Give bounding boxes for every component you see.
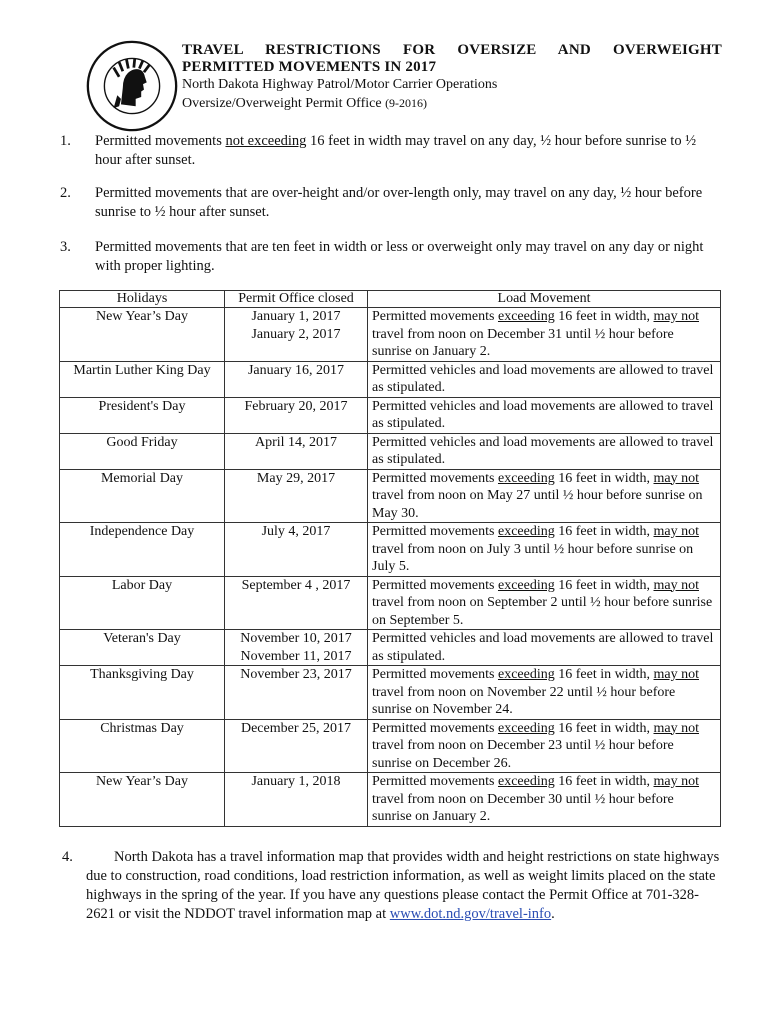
table-row bbox=[60, 630, 721, 666]
restriction-text-part: travel from noon on bbox=[372, 738, 488, 753]
office-name bbox=[182, 94, 722, 113]
office-closed-cell bbox=[225, 666, 368, 720]
holiday-cell: New Year’s Day bbox=[60, 773, 225, 827]
item-number: 4. bbox=[62, 849, 73, 865]
load-movement-cell bbox=[368, 361, 721, 397]
restriction-text-part: 16 feet in width, bbox=[554, 524, 654, 539]
office-closed-cell bbox=[225, 773, 368, 827]
item-text bbox=[95, 132, 720, 170]
restriction-text-part: 16 feet in width, bbox=[554, 309, 654, 324]
holiday-cell: President's Day bbox=[60, 397, 225, 433]
item-text-end: . bbox=[551, 906, 555, 922]
office-closed-cell bbox=[225, 523, 368, 577]
table-row bbox=[60, 719, 721, 773]
restriction-text-part: 16 feet in width, bbox=[554, 720, 654, 736]
load-movement-cell bbox=[368, 469, 721, 523]
restriction-text-part: Permitted movements bbox=[372, 309, 498, 324]
restriction-text-part: may not bbox=[653, 470, 699, 486]
item-number: 3. bbox=[60, 239, 71, 255]
office-closed-cell bbox=[225, 433, 368, 469]
restriction-text-part: travel from noon on bbox=[372, 541, 488, 557]
office-closed-cell bbox=[225, 576, 368, 630]
load-movement-cell bbox=[368, 523, 721, 577]
organization-name: North Dakota Highway Patrol/Motor Carrier Operations bbox=[182, 77, 498, 92]
item-text: Permitted movements that are ten feet in width or less or overweight only may travel on any day or night with proper lighting. bbox=[95, 239, 704, 274]
load-movement-cell bbox=[368, 666, 721, 720]
office-date: (9-2016) bbox=[385, 96, 428, 110]
restriction-text-part: may not bbox=[653, 309, 699, 324]
restriction-text-part: Permitted movements bbox=[372, 774, 498, 789]
restriction-text-part: travel from noon on bbox=[372, 791, 488, 807]
holiday-cell: New Year’s Day bbox=[60, 308, 225, 362]
restriction-text-part: travel from noon on bbox=[372, 595, 488, 610]
restriction-text-part: Permitted movements bbox=[372, 524, 498, 539]
restriction-text-part: exceeding bbox=[497, 309, 555, 324]
closed-date: November 10, 2017 bbox=[240, 631, 352, 646]
item-text-post: 16 feet in width may travel on any day, ½ hour before sunrise to ½ hour after sunset. bbox=[95, 133, 697, 168]
holiday-cell: Christmas Day bbox=[60, 719, 225, 773]
column-header-holidays: Holidays bbox=[60, 291, 225, 308]
item-text: Permitted movements that are over-height and/or over-length only, may travel on any day, ½ hour before sunrise to ½ hour after sunset. bbox=[95, 185, 703, 220]
restriction-text-part: travel from noon on bbox=[372, 684, 488, 700]
office-label: Oversize/Overweight Permit Office bbox=[182, 96, 382, 111]
restriction-text-part: may not bbox=[653, 524, 699, 539]
holiday-cell: Independence Day bbox=[60, 523, 225, 577]
table-header-row bbox=[60, 291, 721, 308]
restriction-text-part: 16 feet in width, bbox=[554, 667, 654, 682]
closed-date: January 1, 2018 bbox=[251, 774, 341, 789]
table-row bbox=[60, 433, 721, 469]
holiday-restrictions-table bbox=[59, 290, 721, 827]
load-movement-cell bbox=[368, 719, 721, 773]
restriction-text-part: exceeding bbox=[497, 470, 555, 486]
restriction-text-part: Permitted movements bbox=[372, 577, 498, 593]
holiday-cell: Martin Luther King Day bbox=[60, 361, 225, 397]
item-text-underlined: not exceeding bbox=[225, 133, 307, 149]
restriction-window: December 30 until ½ hour before sunrise on January 2. bbox=[372, 791, 674, 824]
table-row bbox=[60, 576, 721, 630]
holiday-cell: Memorial Day bbox=[60, 469, 225, 523]
office-closed-cell bbox=[225, 719, 368, 773]
closed-date: May 29, 2017 bbox=[256, 470, 336, 486]
item-text-body: North Dakota has a travel information map that provides width and height restrictions on state highways due to construction, road conditions, load restriction information, as well as weight limits placed on the state highways in the spring of the year. If you have any questions please contact the Permit Office at 701-328-2621 or visit the NDDOT travel information map at bbox=[86, 849, 720, 922]
restriction-text-part: may not bbox=[653, 774, 699, 789]
restriction-window: July 3 until ½ hour before sunrise on July 5. bbox=[372, 541, 694, 574]
restriction-text-part: travel from noon on bbox=[372, 488, 488, 503]
restriction-text-part: may not bbox=[653, 577, 699, 593]
restriction-text-part: may not bbox=[653, 667, 699, 682]
closed-date: December 25, 2017 bbox=[240, 720, 352, 736]
restriction-text-part: exceeding bbox=[497, 774, 555, 789]
movement-allowed-text: Permitted vehicles and load movements are allowed to travel as stipulated. bbox=[372, 434, 714, 467]
holiday-cell: Good Friday bbox=[60, 433, 225, 469]
movement-allowed-text: Permitted vehicles and load movements are allowed to travel as stipulated. bbox=[372, 398, 714, 431]
restriction-window: May 27 until ½ hour before sunrise on May 30. bbox=[372, 488, 703, 521]
list-item-4 bbox=[62, 848, 722, 924]
document-header bbox=[182, 42, 722, 113]
restriction-text-part: travel from noon on bbox=[372, 326, 488, 342]
list-item-1 bbox=[60, 132, 720, 170]
table-row bbox=[60, 397, 721, 433]
item-number: 1. bbox=[60, 133, 71, 149]
list-item-2 bbox=[60, 184, 720, 222]
load-movement-cell bbox=[368, 308, 721, 362]
closed-date: July 4, 2017 bbox=[261, 524, 331, 539]
table-row bbox=[60, 469, 721, 523]
restriction-text-part: exceeding bbox=[497, 667, 555, 682]
restriction-text-part: 16 feet in width, bbox=[554, 774, 654, 789]
restriction-text-part: exceeding bbox=[497, 524, 555, 539]
closed-date: February 20, 2017 bbox=[244, 398, 348, 414]
restriction-text-part: 16 feet in width, bbox=[554, 577, 654, 593]
document-title-line-1: TRAVEL RESTRICTIONS FOR OVERSIZE AND OVERWEIGHT bbox=[182, 42, 722, 58]
holiday-cell: Veteran's Day bbox=[60, 630, 225, 666]
closed-date: September 4 , 2017 bbox=[241, 577, 351, 593]
state-patrol-seal-icon bbox=[86, 40, 178, 132]
load-movement-cell bbox=[368, 433, 721, 469]
table-row bbox=[60, 523, 721, 577]
restriction-window: November 22 until ½ hour before sunrise on November 24. bbox=[372, 684, 676, 717]
office-closed-cell bbox=[225, 308, 368, 362]
restriction-text-part: exceeding bbox=[497, 577, 555, 593]
item-text-pre: Permitted movements bbox=[95, 133, 226, 149]
restriction-text-part: may not bbox=[653, 720, 699, 736]
restriction-window: December 23 until ½ hour before sunrise on December 26. bbox=[372, 738, 674, 771]
restriction-text-part: Permitted movements bbox=[372, 720, 498, 736]
restriction-text-part: exceeding bbox=[497, 720, 555, 736]
restriction-window: September 2 until ½ hour before sunrise on September 5. bbox=[372, 595, 713, 628]
column-header-load-movement: Load Movement bbox=[368, 291, 721, 308]
list-item-3 bbox=[60, 238, 720, 276]
office-closed-cell bbox=[225, 630, 368, 666]
travel-info-link[interactable]: www.dot.nd.gov/travel-info bbox=[389, 906, 552, 922]
closed-date: November 11, 2017 bbox=[240, 648, 352, 664]
item-text bbox=[86, 848, 722, 924]
item-number: 2. bbox=[60, 185, 71, 201]
table-row bbox=[60, 308, 721, 362]
load-movement-cell bbox=[368, 576, 721, 630]
table-body bbox=[60, 308, 721, 827]
restriction-text-part: Permitted movements bbox=[372, 470, 498, 486]
table-row bbox=[60, 666, 721, 720]
load-movement-cell bbox=[368, 397, 721, 433]
office-closed-cell bbox=[225, 397, 368, 433]
office-closed-cell bbox=[225, 361, 368, 397]
restriction-text-part: Permitted movements bbox=[372, 667, 498, 682]
restriction-text-part: 16 feet in width, bbox=[554, 470, 654, 486]
restriction-window: December 31 until ½ hour before sunrise on January 2. bbox=[372, 326, 674, 359]
holiday-cell: Thanksgiving Day bbox=[60, 666, 225, 720]
table-row bbox=[60, 361, 721, 397]
closed-date: November 23, 2017 bbox=[240, 667, 352, 682]
closed-date: April 14, 2017 bbox=[254, 434, 338, 450]
load-movement-cell bbox=[368, 630, 721, 666]
office-closed-cell bbox=[225, 469, 368, 523]
document-title-line-2: PERMITTED MOVEMENTS IN 2017 bbox=[182, 59, 437, 75]
movement-allowed-text: Permitted vehicles and load movements are allowed to travel as stipulated. bbox=[372, 362, 714, 395]
column-header-permit-office-closed: Permit Office closed bbox=[225, 291, 368, 308]
closed-date: January 1, 2017 bbox=[251, 309, 341, 324]
movement-allowed-text: Permitted vehicles and load movements are allowed to travel as stipulated. bbox=[372, 631, 714, 664]
holiday-cell: Labor Day bbox=[60, 576, 225, 630]
closed-date: January 2, 2017 bbox=[251, 326, 341, 342]
table-row bbox=[60, 773, 721, 827]
load-movement-cell bbox=[368, 773, 721, 827]
closed-date: January 16, 2017 bbox=[247, 362, 345, 378]
